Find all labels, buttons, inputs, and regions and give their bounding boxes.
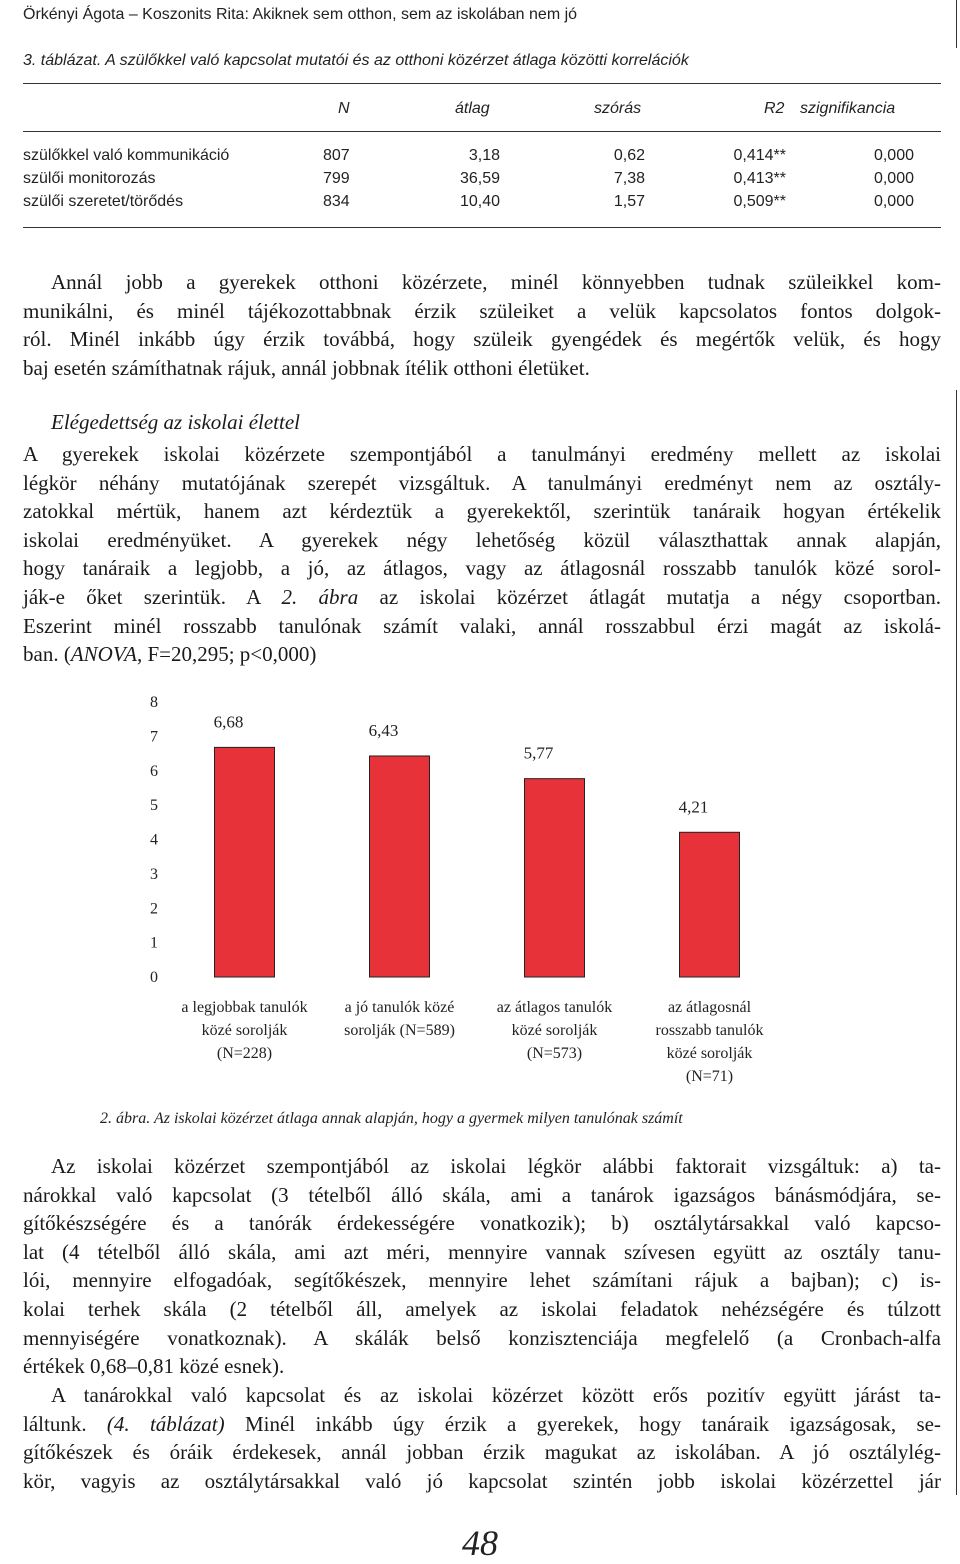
category-label-line: közé sorolják — [511, 1022, 598, 1039]
text-line — [23, 583, 941, 612]
anova-term: ANOVA — [70, 642, 137, 667]
text-run: Minél inkább úgy érzik a gyerekek, hogy tanáraik igazságosak, se- — [224, 1411, 941, 1436]
cell-sd: 0,62 — [613, 147, 645, 164]
cell-n: 807 — [323, 147, 350, 164]
data-labels — [214, 712, 709, 816]
figure-caption — [100, 1110, 683, 1128]
bars — [215, 747, 740, 977]
category-label-line: közé sorolják — [201, 1022, 288, 1039]
table-top-rule — [23, 83, 941, 84]
cell-r2: 0,509** — [733, 193, 786, 210]
cell-sd: 7,38 — [613, 170, 645, 187]
y-tick-label: 5 — [150, 797, 158, 815]
category-label-line: (N=71) — [685, 1068, 734, 1085]
running-header: Örkényi Ágota – Koszonits Rita: Akiknek sem otthon, sem az iskolában nem jó — [23, 6, 578, 23]
table-reference: (4. táblázat) — [106, 1411, 225, 1436]
cell-mean: 3,18 — [468, 147, 500, 164]
category-label — [344, 999, 455, 1039]
cell-sig: 0,000 — [873, 170, 914, 187]
col-header-n: N — [338, 100, 350, 117]
text-line: lói, mennyire elfogadóak, segítőkészek, mennyire lehet számítani rájuk a bajban); c) is- — [23, 1268, 941, 1293]
text-line: nárokkal való kapcsolat (3 tételből álló skála, ami a tanárok igazságos bánásmódjára, se- — [23, 1182, 941, 1207]
y-tick-label: 2 — [150, 900, 158, 918]
text-line — [23, 1410, 941, 1439]
text-run: láltunk. — [23, 1411, 107, 1436]
category-label-line: az átlagosnál — [667, 999, 752, 1016]
text-line: baj esetén számíthatnak rájuk, annál jobbnak ítélik otthoni életüket. — [23, 355, 590, 380]
figure-reference: 2. ábra — [281, 584, 359, 609]
bar-chart — [100, 688, 820, 1093]
bar — [215, 747, 275, 977]
cell-n: 834 — [323, 193, 350, 210]
col-header-r2: R2 — [764, 100, 785, 117]
category-label-line: (N=228) — [216, 1045, 273, 1062]
y-tick-label: 3 — [150, 865, 158, 883]
category-label — [497, 999, 613, 1062]
text-line: A gyerekek iskolai közérzete szempontjából a tanulmányi eredmény mellett az iskolai — [23, 442, 941, 466]
cell-sd: 1,57 — [613, 193, 645, 210]
category-label-line: (N=573) — [526, 1045, 583, 1062]
y-tick-label: 7 — [150, 728, 158, 746]
y-axis — [150, 694, 158, 986]
paragraph-teacher-relationship — [23, 1381, 941, 1495]
page-number: 48 — [462, 1523, 498, 1563]
table-bottom-rule — [23, 227, 941, 228]
category-label-line: sorolják (N=589) — [344, 1022, 455, 1039]
cell-r2: 0,413** — [733, 170, 786, 187]
col-header-mean: átlag — [455, 100, 490, 117]
bar — [680, 832, 740, 977]
text-line: értékek 0,68–0,81 közé esnek). — [23, 1354, 285, 1379]
bar — [525, 779, 585, 977]
y-tick-label: 4 — [150, 831, 158, 849]
data-label: 6,68 — [213, 712, 244, 732]
category-label-line: az átlagos tanulók — [496, 999, 613, 1016]
section-heading: Elégedettség az iskolai élettel — [51, 410, 301, 434]
row-label: szülői monitorozás — [23, 170, 156, 187]
bar — [370, 756, 430, 977]
text-line: mennyiségére vonatkoznak). A skálák belső konzisztenciája megfelelő (a Cronbach-alfa — [23, 1325, 941, 1350]
text-line: Az iskolai közérzet szempontjából az iskolai légkör alábbi faktorait vizsgáltuk: a) ta- — [51, 1154, 941, 1178]
text-line: munikálni, és minél tájékozottabbnak érzik szüleiket a velük kapcsolatos fontos dolgok- — [23, 298, 941, 323]
paragraph-home-wellbeing — [23, 268, 941, 382]
figure-caption-text: Az iskolai közérzet átlaga annak alapján, hogy a gyermek milyen tanulónak számít — [150, 1110, 683, 1127]
col-header-sig: szignifikancia — [800, 100, 896, 117]
text-line: kör, vagyis az osztálytársakkal való jó kapcsolat szintén jobb iskolai közérzettel jár — [23, 1468, 941, 1493]
data-label: 6,43 — [368, 720, 399, 740]
text-line: zatokkal mértük, hanem azt kérdeztük a gyerekektől, szerintük tanáraik hogyan értékelik — [23, 499, 941, 524]
figure-number: 2. ábra. — [100, 1110, 151, 1127]
category-label-line: rosszabb tanulók — [655, 1022, 764, 1039]
data-label: 5,77 — [523, 743, 554, 763]
cell-mean: 10,40 — [459, 193, 500, 210]
text-line: lat (4 tételből álló skála, ami azt méri, mennyire vannak szívesen együtt az osztály tanu- — [23, 1239, 941, 1264]
text-run: ban. ( — [23, 642, 71, 667]
y-tick-label: 6 — [150, 762, 158, 780]
paragraph-school-climate-factors — [23, 1152, 941, 1381]
table-header-rule — [23, 131, 941, 132]
text-line: ról. Minél inkább úgy érzik továbbá, hogy szüleik gyengédek és megértők velük, és hogy — [23, 327, 941, 352]
category-label — [181, 999, 307, 1062]
text-line — [23, 640, 941, 669]
y-tick-label: 1 — [150, 934, 158, 952]
text-line: gítőkészek és óráik érdekesek, annál jobban érzik magukat az iskolában. A jó osztálylég- — [23, 1440, 941, 1465]
text-run: , F=20,295; p<0,000) — [136, 642, 317, 667]
cell-sig: 0,000 — [873, 147, 914, 164]
margin-rule-right — [956, 390, 957, 1495]
y-tick-label: 8 — [150, 694, 158, 711]
text-line: hogy tanáraik a legjobb, a jó, az átlagos, vagy az átlagosnál rosszabb tanulók közé sorol- — [23, 556, 941, 581]
text-line: Eszerint minél rosszabb tanulónak számít valaki, annál rosszabbul érzi magát az iskolá- — [23, 613, 941, 638]
text-line: iskolai eredményüket. A gyerekek négy lehetőség közül választhattak annak alapján, — [23, 527, 941, 552]
col-header-sd: szórás — [594, 100, 642, 117]
cell-n: 799 — [323, 170, 350, 187]
cell-r2: 0,414** — [733, 147, 786, 164]
category-label-line: közé sorolják — [666, 1045, 753, 1062]
y-tick-label: 0 — [150, 969, 158, 986]
text-line: gítőkészségére és a tanórák érdekességére vonatkozik); b) osztálytársakkal való kapcso- — [23, 1211, 941, 1236]
category-label-line: a legjobbak tanulók — [181, 999, 308, 1016]
row-label: szülői szeretet/törődés — [23, 193, 184, 210]
text-run: az iskolai közérzet átlagát mutatja a négy csoportban. — [358, 584, 941, 609]
category-labels — [181, 999, 763, 1085]
cell-sig: 0,000 — [873, 193, 914, 210]
category-label-line: a jó tanulók közé — [344, 999, 455, 1016]
cell-mean: 36,59 — [459, 170, 500, 187]
paragraph-school-satisfaction — [23, 440, 941, 669]
text-line: Annál jobb a gyerekek otthoni közérzete, minél könnyebben tudnak szüleikkel kom- — [51, 270, 941, 294]
text-line: kolai terhek skála (2 tételből áll, amelyek az iskolai feladatok nehézségére és túlzott — [23, 1296, 941, 1321]
category-label — [656, 999, 764, 1085]
data-label: 4,21 — [678, 797, 709, 817]
text-line: légkör néhány mutatójának szerepét vizsgáltuk. A tanulmányi eredményt nem az osztály- — [23, 470, 941, 495]
margin-rule-top — [956, 0, 957, 48]
text-run: ják-e őket szerintük. A — [23, 584, 282, 609]
table-caption: 3. táblázat. A szülőkkel való kapcsolat mutatói és az otthoni közérzet átlaga közötti korrelációk — [23, 52, 689, 69]
row-label: szülőkkel való kommunikáció — [23, 147, 230, 164]
text-line: A tanárokkal való kapcsolat és az iskolai közérzet között erős pozitív együtt járást ta- — [51, 1383, 941, 1407]
